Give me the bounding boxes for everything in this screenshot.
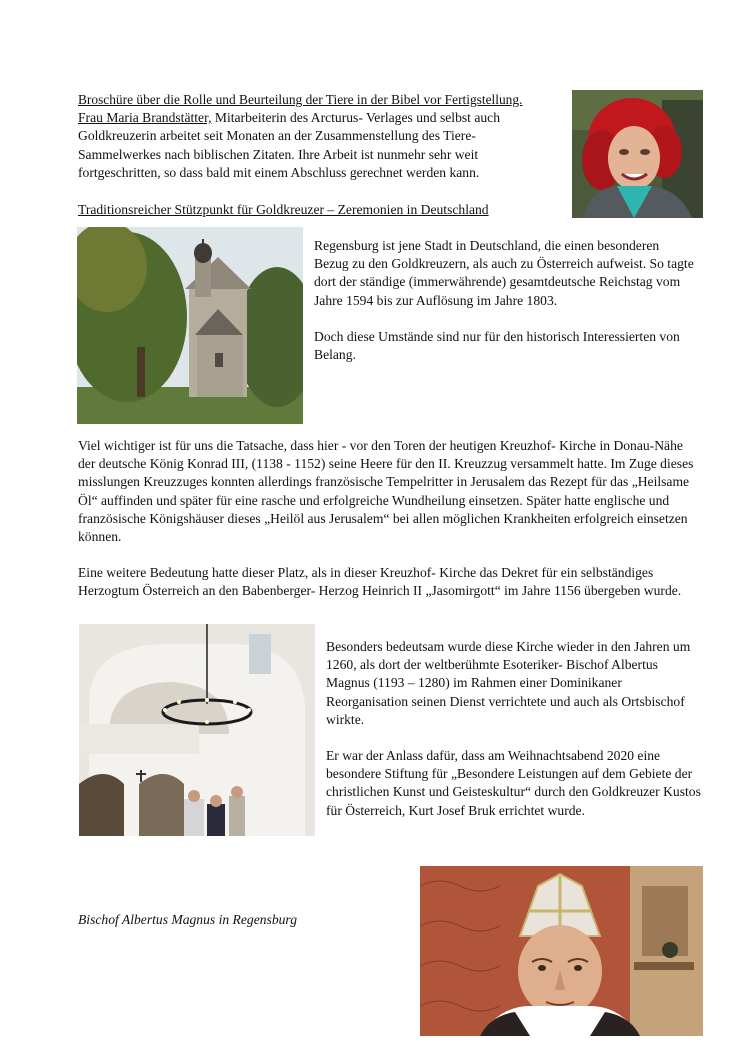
person-name: Frau Maria Brandstätter, (78, 110, 212, 126)
portrait-photo (572, 90, 703, 218)
brochure-text (78, 109, 538, 182)
albertus-text (326, 638, 704, 820)
foundation-para: Er war der Anlass dafür, dass am Weihnachtsabend 2020 eine besondere Stiftung für „Besondere Leistungen auf dem Gebiete der christlichen Kunst und Geisteskultur“ durch den Goldkreuzer Kustos für Österreich, Kurt Josef Bruk errichtet wurde. (326, 748, 701, 818)
crusade-text (78, 437, 703, 601)
church-interior-photo (79, 624, 315, 836)
bishop-caption: Bischof Albertus Magnus in Regensburg (78, 912, 297, 927)
brochure-text-rest: Goldkreuzerin arbeitet seit Monaten an der Zusammenstellung des Tiere-Sammelwerkes nach biblischen Zitaten. Ihre Arbeit ist nunmehr sehr weit fortgeschritten, so dass bald mit einem Abschluss gerechnet werden kann. (78, 128, 480, 180)
church-exterior-photo (77, 227, 303, 424)
interest-para: Doch diese Umstände sind nur für den historisch Interessierten von Belang. (314, 328, 680, 363)
bishop-painting (420, 866, 703, 1036)
brochure-heading: Broschüre über die Rolle und Beurteilung der Tiere in der Bibel vor Fertigstellung. (78, 92, 523, 107)
regensburg-text (314, 237, 696, 364)
regensburg-para: Regensburg ist jene Stadt in Deutschland, die einen besonderen Bezug zu den Goldkreuzern, als auch zu Österreich aufweist. So tagte dort der ständige (immerwährende) gesamtdeutsche Reichstag vom Jahre 1594 bis zur Auflösung im Jahre 1803. (314, 238, 694, 308)
albertus-para: Besonders bedeutsam wurde diese Kirche wieder in den Jahren um 1260, als dort der weltberühmte Esoteriker- Bischof Albertus Magnus (1193 – 1280) im Rahmen einer Dominikaner Reorganisation seinen Dienst verrichtete und auch als Ortsbischof wirkte. (326, 639, 691, 727)
crusade-para: Viel wichtiger ist für uns die Tatsache, dass hier - vor den Toren der heutigen Kreuzhof- Kirche in Donau-Nähe der deutsche König Konrad III, (1138 - 1152) seine Heere für den II. Kreuzzug versammelt hatte. Im Zuge dieses misslungen Kreuzzuges konnten allerdings französische Tempelritter in Jerusalem das Rezept für das „Heilsame Öl“ auffinden und später für eine rasche und erfolgreiche Wundheilung einsetzen. Später hatte englische und französische Königshäuser dieses „Heilöl aus Jerusalem“ bei allen möglichen Krankheiten erfolgreich einsetzen können. (78, 438, 694, 545)
brochure-text-line1: Mitarbeiterin des Arcturus- Verlages und selbst auch (211, 110, 501, 126)
section-heading: Traditionsreicher Stützpunkt für Goldkreuzer – Zeremonien in Deutschland (78, 202, 489, 217)
article-brochure (78, 91, 566, 182)
austria-para: Eine weitere Bedeutung hatte dieser Platz, als in dieser Kreuzhof- Kirche das Dekret für ein selbständiges Herzogtum Österreich an den Babenberger- Herzog Heinrich II „Jasomirgott“ im Jahre 1156 übergeben wurde. (78, 565, 682, 599)
